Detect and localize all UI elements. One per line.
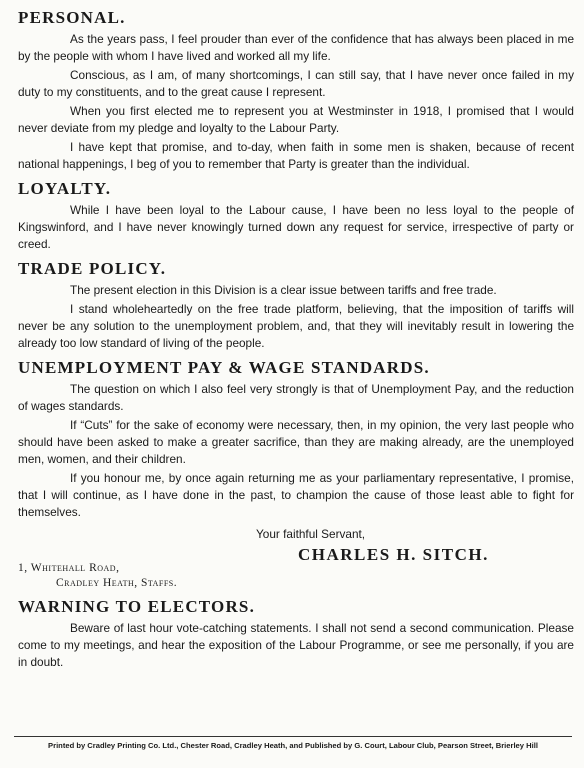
personal-section <box>18 8 574 173</box>
personal-paragraph: Conscious, as I am, of many shortcomings, I can still say, that I have never once failed in my duty to my constituents, and to the great cause I represent. <box>18 68 574 99</box>
trade-policy-paragraph: I stand wholeheartedly on the free trade platform, believing, that the imposition of tariffs will never be any solution to the unemployment problem, and, that they will inevitably result in lowering the already too low standard of living of the people. <box>18 302 574 350</box>
unemployment-heading: UNEMPLOYMENT PAY & WAGE STANDARDS. <box>18 358 430 377</box>
signature-block <box>18 527 574 589</box>
personal-heading: PERSONAL. <box>18 8 126 27</box>
warning-section <box>18 597 574 671</box>
loyalty-section <box>18 179 574 253</box>
warning-paragraph: Beware of last hour vote-catching statements. I shall not send a second communication. Please come to my meetings, and hear the exposition of the Labour Programme, or see me personally, if you are in doubt. <box>18 621 574 669</box>
trade-policy-paragraph: The present election in this Division is a clear issue between tariffs and free trade. <box>70 283 497 297</box>
address <box>18 561 177 591</box>
loyalty-paragraph: While I have been loyal to the Labour cause, I have been no less loyal to the people of Kingswinford, and I have never knowingly turned down any request for service, irrespective of party or creed. <box>18 203 574 251</box>
printer-imprint: Printed by Cradley Printing Co. Ltd., Chester Road, Cradley Heath, and Published by G. Court, Labour Club, Pearson Street, Brierley Hill <box>14 736 572 750</box>
trade-policy-section <box>18 259 574 352</box>
warning-heading: WARNING TO ELECTORS. <box>18 597 256 616</box>
closing-line: Your faithful Servant, <box>256 527 366 541</box>
personal-paragraph: As the years pass, I feel prouder than ever of the confidence that has always been placed in me by the people with whom I have lived and worked all my life. <box>18 32 574 63</box>
signature-name: CHARLES H. SITCH. <box>298 545 489 564</box>
unemployment-paragraph: If “Cuts” for the sake of economy were necessary, then, in my opinion, the very last people who should have been asked to make a greater sacrifice, than they are making already, are the unemployed men, women, and their children. <box>18 418 574 466</box>
trade-policy-heading: TRADE POLICY. <box>18 259 167 278</box>
address-line-2: Cradley Heath, Staffs. <box>56 577 178 589</box>
personal-paragraph: I have kept that promise, and to-day, when faith in some men is shaken, because of recent national happenings, I beg of you to remember that Party is greater than the individual. <box>18 140 574 171</box>
unemployment-section <box>18 358 574 521</box>
loyalty-heading: LOYALTY. <box>18 179 112 198</box>
unemployment-paragraph: The question on which I also feel very strongly is that of Unemployment Pay, and the reduction of wages standards. <box>18 382 574 413</box>
personal-paragraph: When you first elected me to represent you at Westminster in 1918, I promised that I would never deviate from my pledge and loyalty to the Labour Party. <box>18 104 574 135</box>
address-line-1: 1, Whitehall Road, <box>18 562 120 574</box>
unemployment-paragraph: If you honour me, by once again returning me as your parliamentary representative, I promise, that I will continue, as I have done in the past, to champion the cause of those least able to fight for themselves. <box>18 471 574 519</box>
